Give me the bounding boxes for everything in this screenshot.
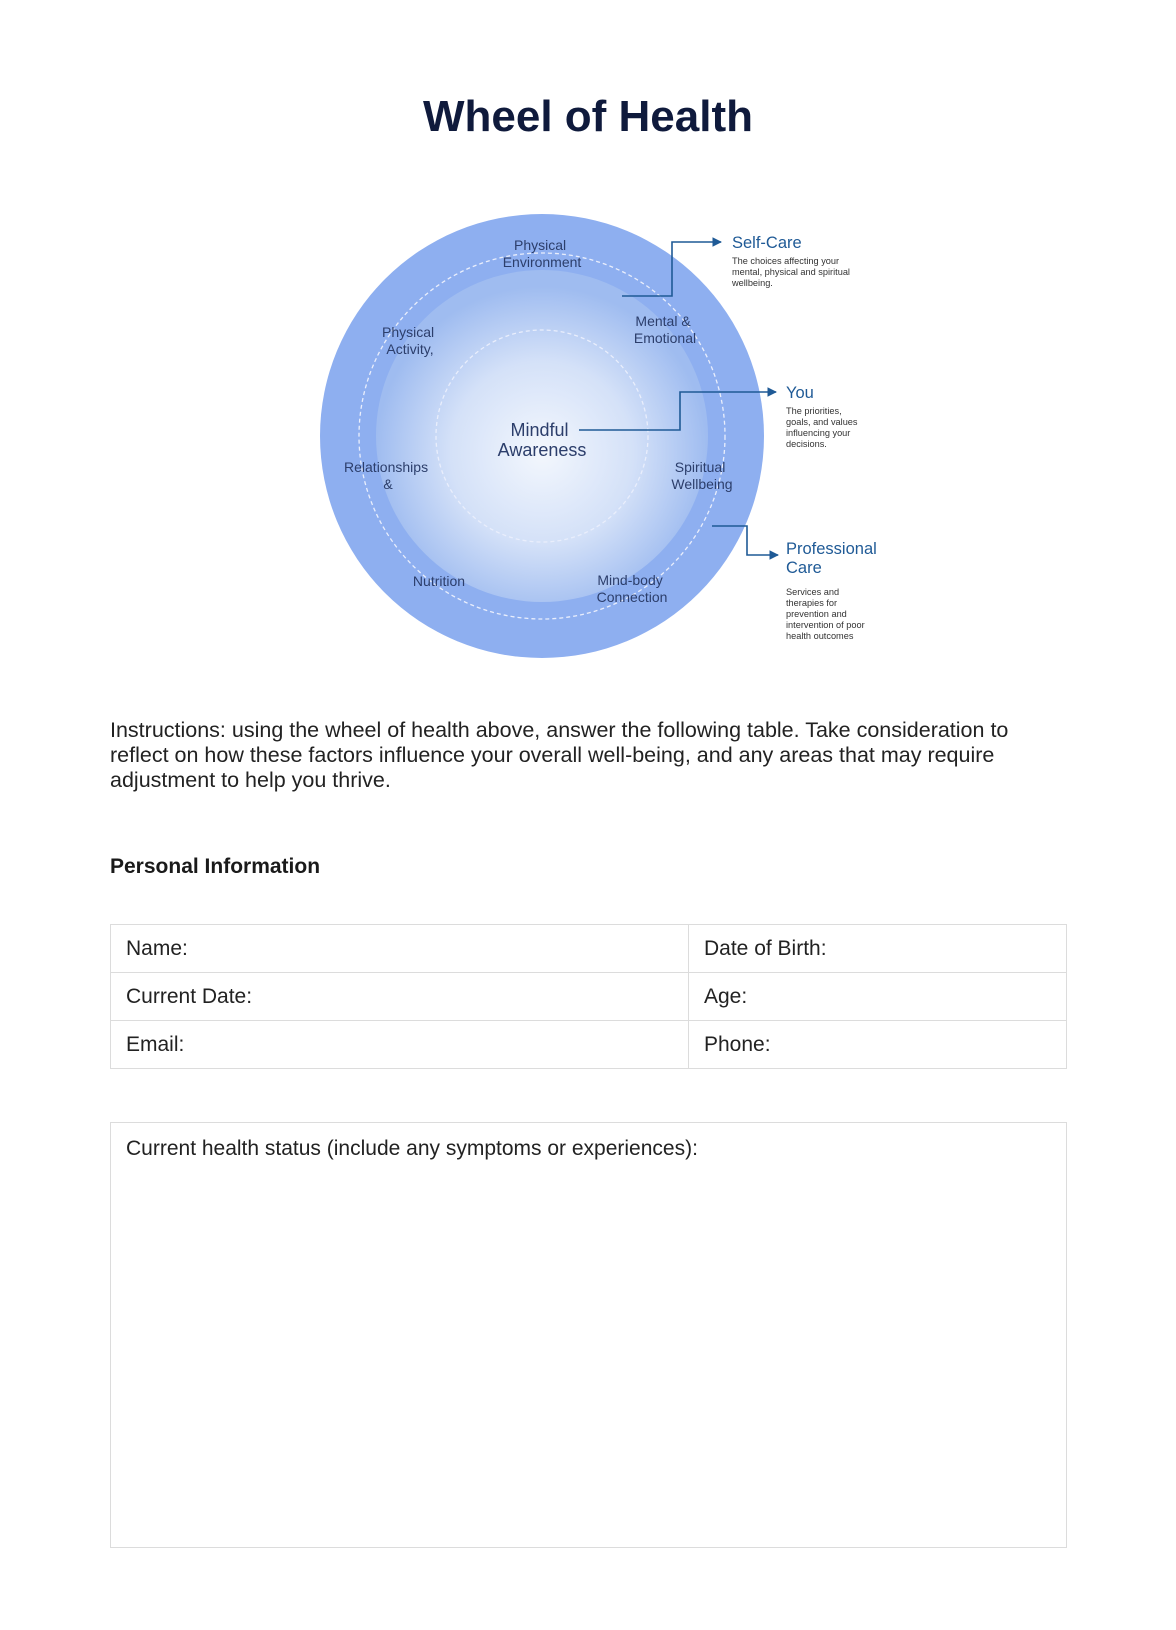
personal-info-table bbox=[110, 924, 1067, 1069]
instructions-text: Instructions: using the wheel of health above, answer the following table. Take consideration to reflect on how these factors influence your overall well-being, and any areas that may require adjustment to help you thrive. bbox=[110, 718, 1009, 792]
email-field[interactable]: Email: bbox=[111, 1021, 689, 1069]
segment-spiritual-wellbeing: Spiritual Wellbeing bbox=[671, 459, 733, 492]
you-title: You bbox=[786, 384, 814, 402]
professional-care-description: Services and therapies for prevention and intervention of poor health outcomes bbox=[786, 587, 865, 641]
segment-nutrition: Nutrition bbox=[412, 573, 466, 589]
table-row bbox=[111, 973, 1067, 1021]
segment-relationships: Relationships & bbox=[344, 459, 429, 492]
segment-mind-body: Mind-body Connection bbox=[596, 572, 668, 605]
phone-field[interactable]: Phone: bbox=[689, 1021, 1067, 1069]
self-care-title: Self-Care bbox=[732, 234, 802, 252]
self-care-callout bbox=[731, 234, 853, 288]
health-status-box[interactable] bbox=[110, 1122, 1067, 1548]
dob-field[interactable]: Date of Birth: bbox=[689, 925, 1067, 973]
segment-mental-emotional: Mental & Emotional bbox=[633, 313, 697, 346]
you-description: The priorities, goals, and values influencing your decisions. bbox=[786, 406, 858, 449]
current-date-field[interactable]: Current Date: bbox=[111, 973, 689, 1021]
name-field[interactable]: Name: bbox=[111, 925, 689, 973]
age-field[interactable]: Age: bbox=[689, 973, 1067, 1021]
segment-physical-activity: Physical Activity, bbox=[381, 324, 435, 357]
professional-care-title: Professional Care bbox=[786, 540, 877, 577]
wheel-of-health-diagram bbox=[300, 200, 900, 670]
health-status-label: Current health status (include any symptoms or experiences): bbox=[126, 1137, 698, 1160]
you-callout bbox=[786, 384, 860, 449]
personal-information-heading: Personal Information bbox=[110, 855, 321, 878]
self-care-description: The choices affecting your mental, physical and spiritual wellbeing. bbox=[732, 256, 850, 288]
segment-physical-environment: Physical Environment bbox=[502, 237, 582, 270]
professional-care-callout bbox=[786, 540, 881, 641]
center-label: Mindful Awareness bbox=[497, 420, 587, 460]
table-row bbox=[111, 925, 1067, 973]
page-title: Wheel of Health bbox=[422, 92, 754, 141]
table-row bbox=[111, 1021, 1067, 1069]
